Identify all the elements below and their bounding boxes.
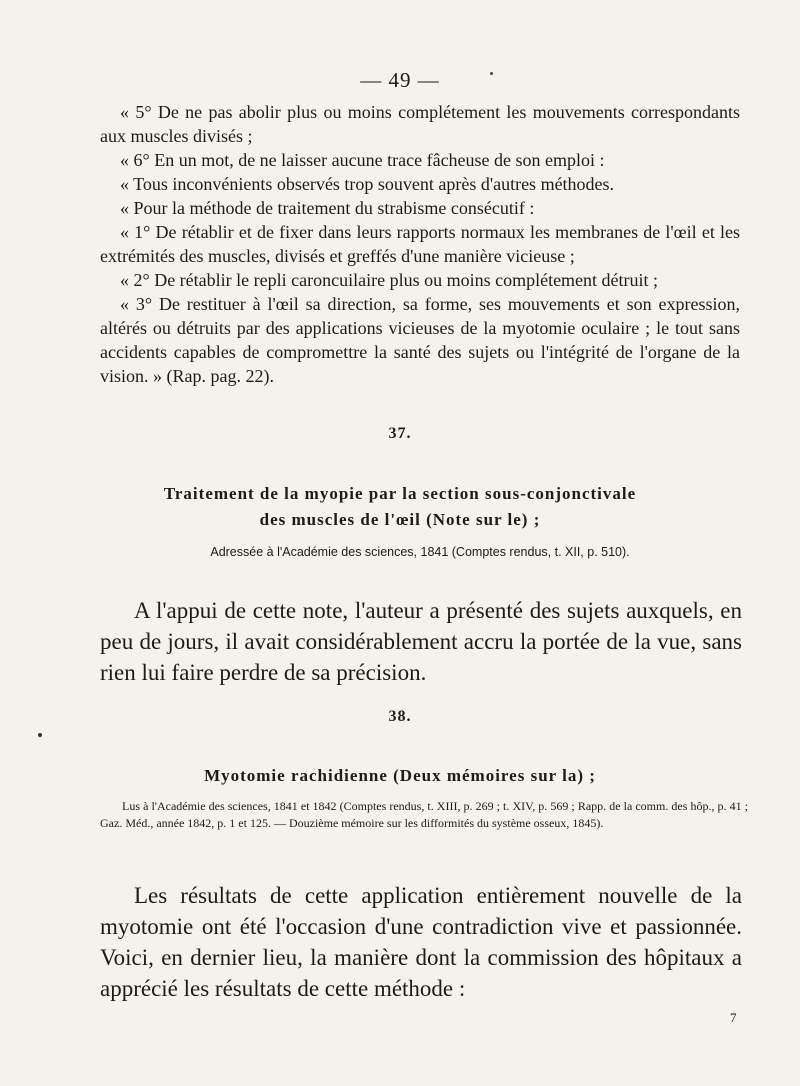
quote-line: « 6° En un mot, de ne laisser aucune trace fâcheuse de son emploi : [120, 150, 605, 170]
page-number: — 49 — [360, 68, 440, 92]
section-number: 37. [388, 425, 412, 442]
quote-line: « Pour la méthode de traitement du strabisme consécutif : [120, 198, 535, 218]
section-title: Myotomie rachidienne (Deux mémoires sur la) ; [204, 766, 596, 785]
quote-line: « Tous inconvénients observés trop souvent après d'autres méthodes. [120, 174, 615, 194]
section-title: des muscles de l'œil (Note sur le) ; [259, 510, 541, 529]
section-body: Les résultats de cette application entièrement nouvelle de la myotomie ont été l'occasion d'une contradiction vive et passionnée. Voici, en dernier lieu, la manière dont la commission des hôpitaux a apprécié les résultats de cette méthode : [100, 883, 742, 1001]
quote-line: « 2° De rétablir le repli caroncuilaire plus ou moins complétement détruit ; [120, 270, 659, 290]
quote-line: « 1° De rétablir et de fixer dans leurs rapports normaux les membranes de l'œil et les extrémités des muscles, divisés et greffés d'une manière vicieuse ; [100, 222, 740, 266]
section-title: Traitement de la myopie par la section sous-conjonctivale [163, 484, 637, 503]
section-source: Adressée à l'Académie des sciences, 1841 (Comptes rendus, t. XII, p. 510). [210, 545, 630, 559]
ink-speck [38, 733, 42, 737]
quote-line: « 3° De restituer à l'œil sa direction, sa forme, ses mouvements et son expression, altérés ou détruits par des applications vicieuses de la myotomie oculaire ; le tout sans accidents capables de compromettre la santé des sujets ou l'intégrité de l'organe de la vision. » (Rap. pag. 22). [100, 294, 740, 386]
quote-line: « 5° De ne pas abolir plus ou moins complétement les mouvements correspondants aux muscles divisés ; [100, 102, 740, 146]
signature-mark: 7 [730, 1010, 737, 1025]
section-number: 38. [388, 708, 412, 725]
quoted-passage [100, 100, 740, 388]
section-source: Lus à l'Académie des sciences, 1841 et 1842 (Comptes rendus, t. XIII, p. 269 ; t. XIV, p. 569 ; Rapp. de la comm. des hôp., p. 41 ; Gaz. Méd., année 1842, p. 1 et 125. — Douzième mémoire sur les difformités du système osseux, 1845). [100, 799, 748, 830]
ink-speck [490, 72, 493, 75]
section-body: A l'appui de cette note, l'auteur a présenté des sujets auxquels, en peu de jours, il avait considérablement accru la portée de la vue, sans rien lui faire perdre de sa précision. [100, 598, 742, 685]
